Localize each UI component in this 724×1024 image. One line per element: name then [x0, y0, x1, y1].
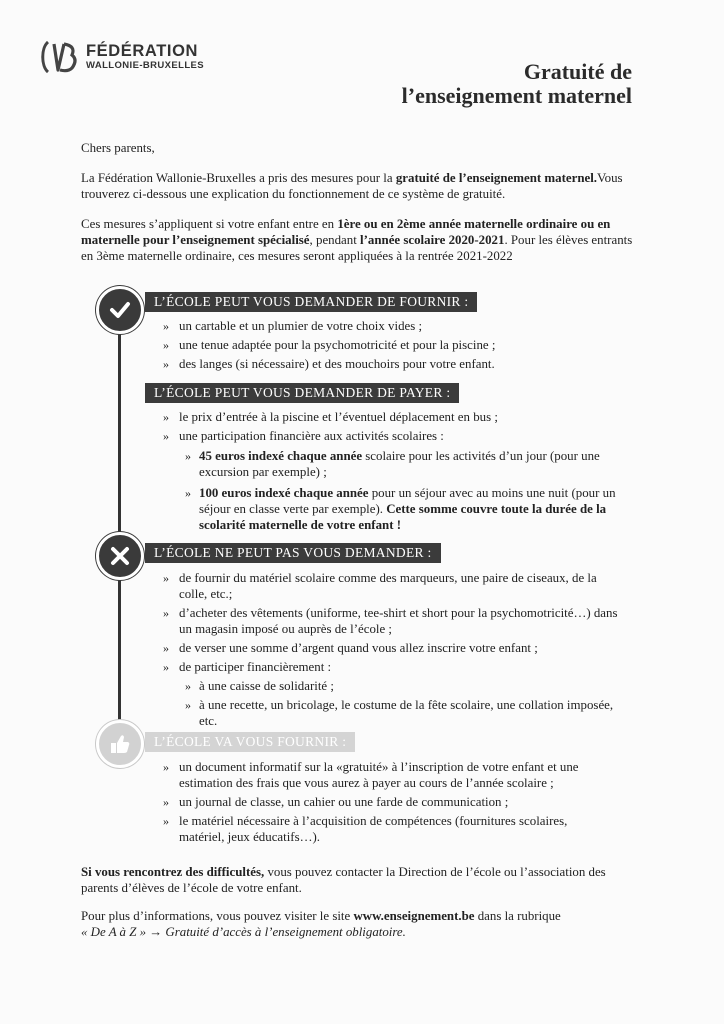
thumbs-up-circle [96, 720, 144, 768]
section-title-ne-peut-pas: L’ÉCOLE NE PEUT PAS VOUS DEMANDER : [145, 543, 441, 563]
cross-icon [108, 544, 132, 568]
intro [81, 140, 641, 264]
logo [38, 38, 204, 76]
sub-list-item: » 100 euros indexé chaque année pour un séjour avec au moins une nuit (pour un séjour en classe verte par exemple). Cette somme couvre toute la durée de la scolarité maternelle de votre enfant ! [185, 486, 616, 532]
list-fournir [163, 318, 633, 375]
list-item: » de fournir du matériel scolaire comme des marqueurs, une paire de ciseaux, de la colle, etc.; [163, 571, 597, 601]
list-item: » un document informatif sur la «gratuité» à l’inscription de votre enfant et une estimation des frais que vous aurez à payer au cours de l’année scolaire ; [163, 760, 579, 790]
list-item: » de participer financièrement : [163, 660, 332, 674]
list-item: » le matériel nécessaire à l’acquisition de compétences (fournitures scolaires, matériel, jeux éducatifs…). [163, 814, 568, 844]
list-item: » un cartable et un plumier de votre choix vides ; [163, 319, 423, 333]
list-ne-peut-pas [163, 570, 623, 732]
list-item: » le prix d’entrée à la piscine et l’éventuel déplacement en bus ; [163, 410, 498, 424]
arrow-icon: → [149, 925, 163, 939]
intro-paragraph-1: La Fédération Wallonie-Bruxelles a pris des mesures pour la gratuité de l’enseignement maternel.Vous trouverez ci-dessous une explication du fonctionnement de ce système de gratuité. [81, 171, 623, 201]
logo-line1: FÉDÉRATION [86, 42, 199, 60]
list-item: » une participation financière aux activités scolaires : [163, 429, 444, 443]
outro [81, 864, 641, 940]
cross-circle [96, 532, 144, 580]
logo-line2: WALLONIE-BRUXELLES [86, 60, 205, 71]
fwb-logo-icon [38, 38, 80, 76]
sub-list-item: » à une recette, un bricolage, le costume de la fête scolaire, une collation imposée, etc. [185, 698, 614, 728]
title-line2: l’enseignement maternel [401, 83, 632, 108]
list-item: » une tenue adaptée pour la psychomotricité et pour la piscine ; [163, 338, 496, 352]
sub-list-item: » à une caisse de solidarité ; [185, 679, 334, 693]
section-title-va-fournir: L’ÉCOLE VA VOUS FOURNIR : [145, 732, 355, 752]
check-circle [96, 286, 144, 334]
website-link[interactable]: www.enseignement.be [353, 909, 475, 923]
section-title-fournir: L’ÉCOLE PEUT VOUS DEMANDER DE FOURNIR : [145, 292, 477, 312]
list-item: » d’acheter des vêtements (uniforme, tee-shirt et short pour la psychomotricité…) dans un magasin imposé ou auprès de l’école ; [163, 606, 618, 636]
thumbs-up-icon [107, 731, 133, 757]
title-line1: Gratuité de [523, 59, 632, 84]
sub-list-item: » 45 euros indexé chaque année scolaire pour les activités d’un jour (pour une excursion par exemple) ; [185, 449, 600, 479]
list-item: » un journal de classe, un cahier ou une farde de communication ; [163, 795, 509, 809]
list-va-fournir [163, 759, 603, 848]
intro-paragraph-2: Ces mesures s’appliquent si votre enfant entre en 1ère ou en 2ème année maternelle ordinaire ou en maternelle pour l’enseignement spécialisé, pendant l’année scolaire 2020-2021. Pour les élèves entrants en 3ème maternelle ordinaire, ces mesures seront appliquées à la rentrée 2021-2022 [81, 217, 633, 263]
outro-paragraph-2: Pour plus d’informations, vous pouvez visiter le site www.enseignement.be dans la rubrique « De A à Z » → Gratuité d’accès à l’enseignement obligatoire. [81, 909, 561, 939]
outro-paragraph-1: Si vous rencontrez des difficultés, vous pouvez contacter la Direction de l’école ou l’association des parents d’élèves de l’école de votre enfant. [81, 865, 606, 895]
list-item: » des langes (si nécessaire) et des mouchoirs pour votre enfant. [163, 357, 495, 371]
section-title-payer: L’ÉCOLE PEUT VOUS DEMANDER DE PAYER : [145, 383, 459, 403]
page-title [402, 60, 632, 108]
list-item: » de verser une somme d’argent quand vous allez inscrire votre enfant ; [163, 641, 538, 655]
list-payer [163, 409, 638, 536]
check-icon [107, 297, 133, 323]
greeting: Chers parents, [81, 141, 155, 155]
